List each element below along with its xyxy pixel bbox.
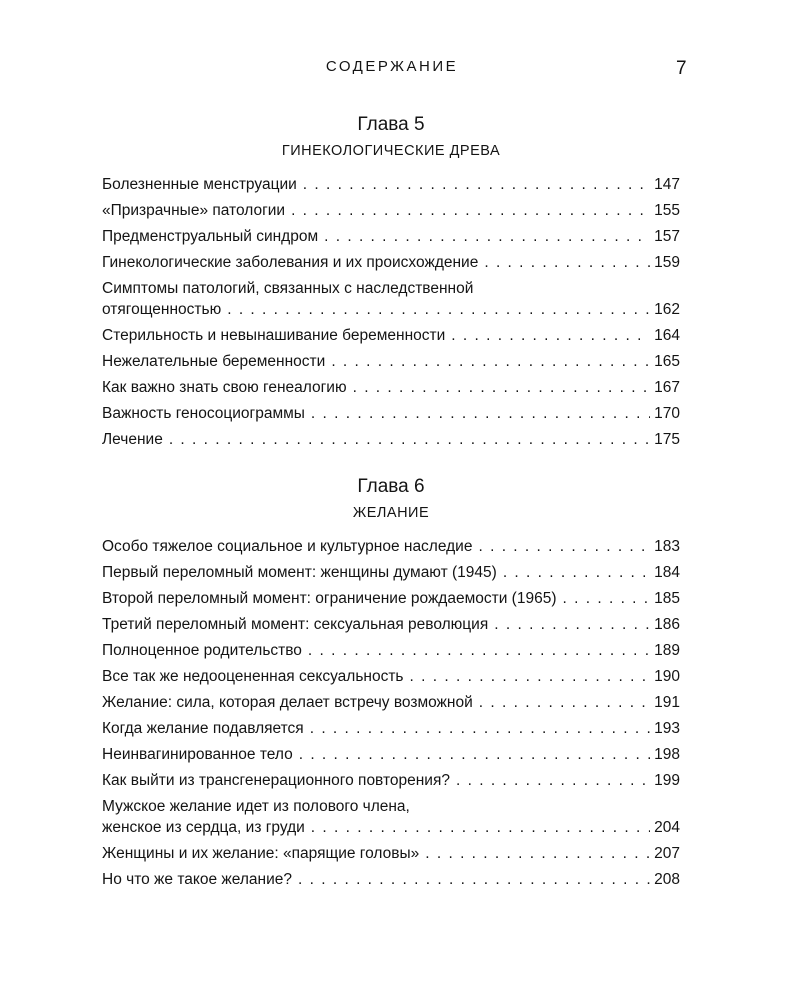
toc-entry-page: 170 [654,405,680,422]
dot-leader [308,640,650,661]
toc-entry [102,716,680,742]
dot-leader [291,200,650,221]
toc-entry-list [102,534,680,893]
toc-entry-title: женское из сердца, из груди [102,819,305,836]
dot-leader [299,744,650,765]
dot-leader [410,666,651,687]
dot-leader [227,299,650,320]
dot-leader [456,770,650,791]
toc-entry [102,638,680,664]
toc-entry-page: 165 [654,353,680,370]
toc-entry-page: 167 [654,379,680,396]
toc-entry [102,560,680,586]
toc-entry-page: 186 [654,616,680,633]
dot-leader [451,325,650,346]
toc-entry-title: Второй переломный момент: ограничение рождаемости (1965) [102,590,557,607]
toc-entry [102,690,680,716]
toc-entry-page: 175 [654,431,680,448]
toc-entry-title: Полноценное родительство [102,642,302,659]
chapter-6 [102,474,680,893]
toc-entry-title: Неинвагинированное тело [102,746,293,763]
chapter-5 [102,112,680,453]
toc-entry [102,841,680,867]
toc-entry [102,349,680,375]
chapter-heading: Глава 6 [357,476,425,497]
toc-entry [102,250,680,276]
toc-entry [102,375,680,401]
toc-entry-title: Особо тяжелое социальное и культурное наследие [102,538,473,555]
dot-leader [478,536,650,557]
toc-entry [102,427,680,453]
toc-entry-title: Третий переломный момент: сексуальная революция [102,616,489,633]
toc-entry-title-line1: Мужское желание идет из полового члена, [102,798,410,815]
dot-leader [563,588,651,609]
dot-leader [484,252,650,273]
toc-entry [102,172,680,198]
toc-entry-title: Гинекологические заболевания и их происхождение [102,254,479,271]
toc-entry-page: 198 [654,746,680,763]
toc-entry-page: 208 [654,871,680,888]
toc-entry-page: 147 [654,176,680,193]
toc-entry-title: Но что же такое желание? [102,871,292,888]
toc-entry [102,401,680,427]
toc-entry-title: Когда желание подавляется [102,720,304,737]
dot-leader [331,351,650,372]
dot-leader [503,562,650,583]
dot-leader [169,429,650,450]
toc-entry-title: Лечение [102,431,163,448]
toc-entry-title-line1: Симптомы патологий, связанных с наследственной [102,280,474,297]
dot-leader [425,843,650,864]
toc-entry-title: Важность геносоциограммы [102,405,305,422]
chapter-heading: Глава 5 [357,114,425,135]
toc-entry-title: Болезненные менструации [102,176,297,193]
toc-entry-page: 159 [654,254,680,271]
dot-leader [310,718,650,739]
dot-leader [298,869,650,890]
toc-entry-title: Все так же недооцененная сексуальность [102,668,404,685]
toc-entry-page: 193 [654,720,680,737]
toc-entry-page: 162 [654,301,680,318]
toc-entry-title: Предменструальный синдром [102,228,319,245]
toc-entry [102,612,680,638]
running-header-title: СОДЕРЖАНИЕ [325,58,459,75]
toc-entry [102,586,680,612]
toc-entry-page: 157 [654,228,680,245]
toc-entry-page: 185 [654,590,680,607]
toc-entry-title: Первый переломный момент: женщины думают (1945) [102,564,497,581]
dot-leader [324,226,650,247]
table-of-contents [102,112,680,893]
toc-entry-title: «Призрачные» патологии [102,202,286,219]
dot-leader [353,377,651,398]
toc-entry [102,664,680,690]
toc-entry-page: 189 [654,642,680,659]
toc-entry [102,198,680,224]
toc-entry-page: 183 [654,538,680,555]
toc-entry [102,867,680,893]
toc-entry [102,742,680,768]
toc-entry-page: 190 [654,668,680,685]
toc-entry-page: 164 [654,327,680,344]
toc-entry [102,224,680,250]
toc-entry-page: 191 [654,694,680,711]
toc-entry-page: 207 [654,845,680,862]
toc-entry-title: Стерильность и невынашивание беременности [102,327,446,344]
dot-leader [479,692,650,713]
toc-entry [102,534,680,560]
toc-entry-title: Женщины и их желание: «парящие головы» [102,845,420,862]
toc-entry-page: 155 [654,202,680,219]
toc-entry [102,768,680,794]
toc-entry-list [102,172,680,453]
toc-entry [102,276,680,323]
toc-entry-page: 204 [654,819,680,836]
chapter-subtitle: ЖЕЛАНИЕ [352,505,430,521]
dot-leader [311,403,650,424]
dot-leader [311,817,650,838]
toc-entry-page: 184 [654,564,680,581]
dot-leader [494,614,650,635]
toc-entry-title: Как выйти из трансгенерационного повторения? [102,772,450,789]
toc-entry-title: отягощенностью [102,301,222,318]
page-number: 7 [676,58,687,79]
toc-entry-title: Желание: сила, которая делает встречу возможной [102,694,473,711]
toc-entry-title: Как важно знать свою генеалогию [102,379,347,396]
toc-entry [102,323,680,349]
toc-entry-page: 199 [654,772,680,789]
chapter-subtitle: ГИНЕКОЛОГИЧЕСКИЕ ДРЕВА [281,143,501,159]
toc-entry-title: Нежелательные беременности [102,353,326,370]
toc-entry [102,794,680,841]
dot-leader [303,174,650,195]
